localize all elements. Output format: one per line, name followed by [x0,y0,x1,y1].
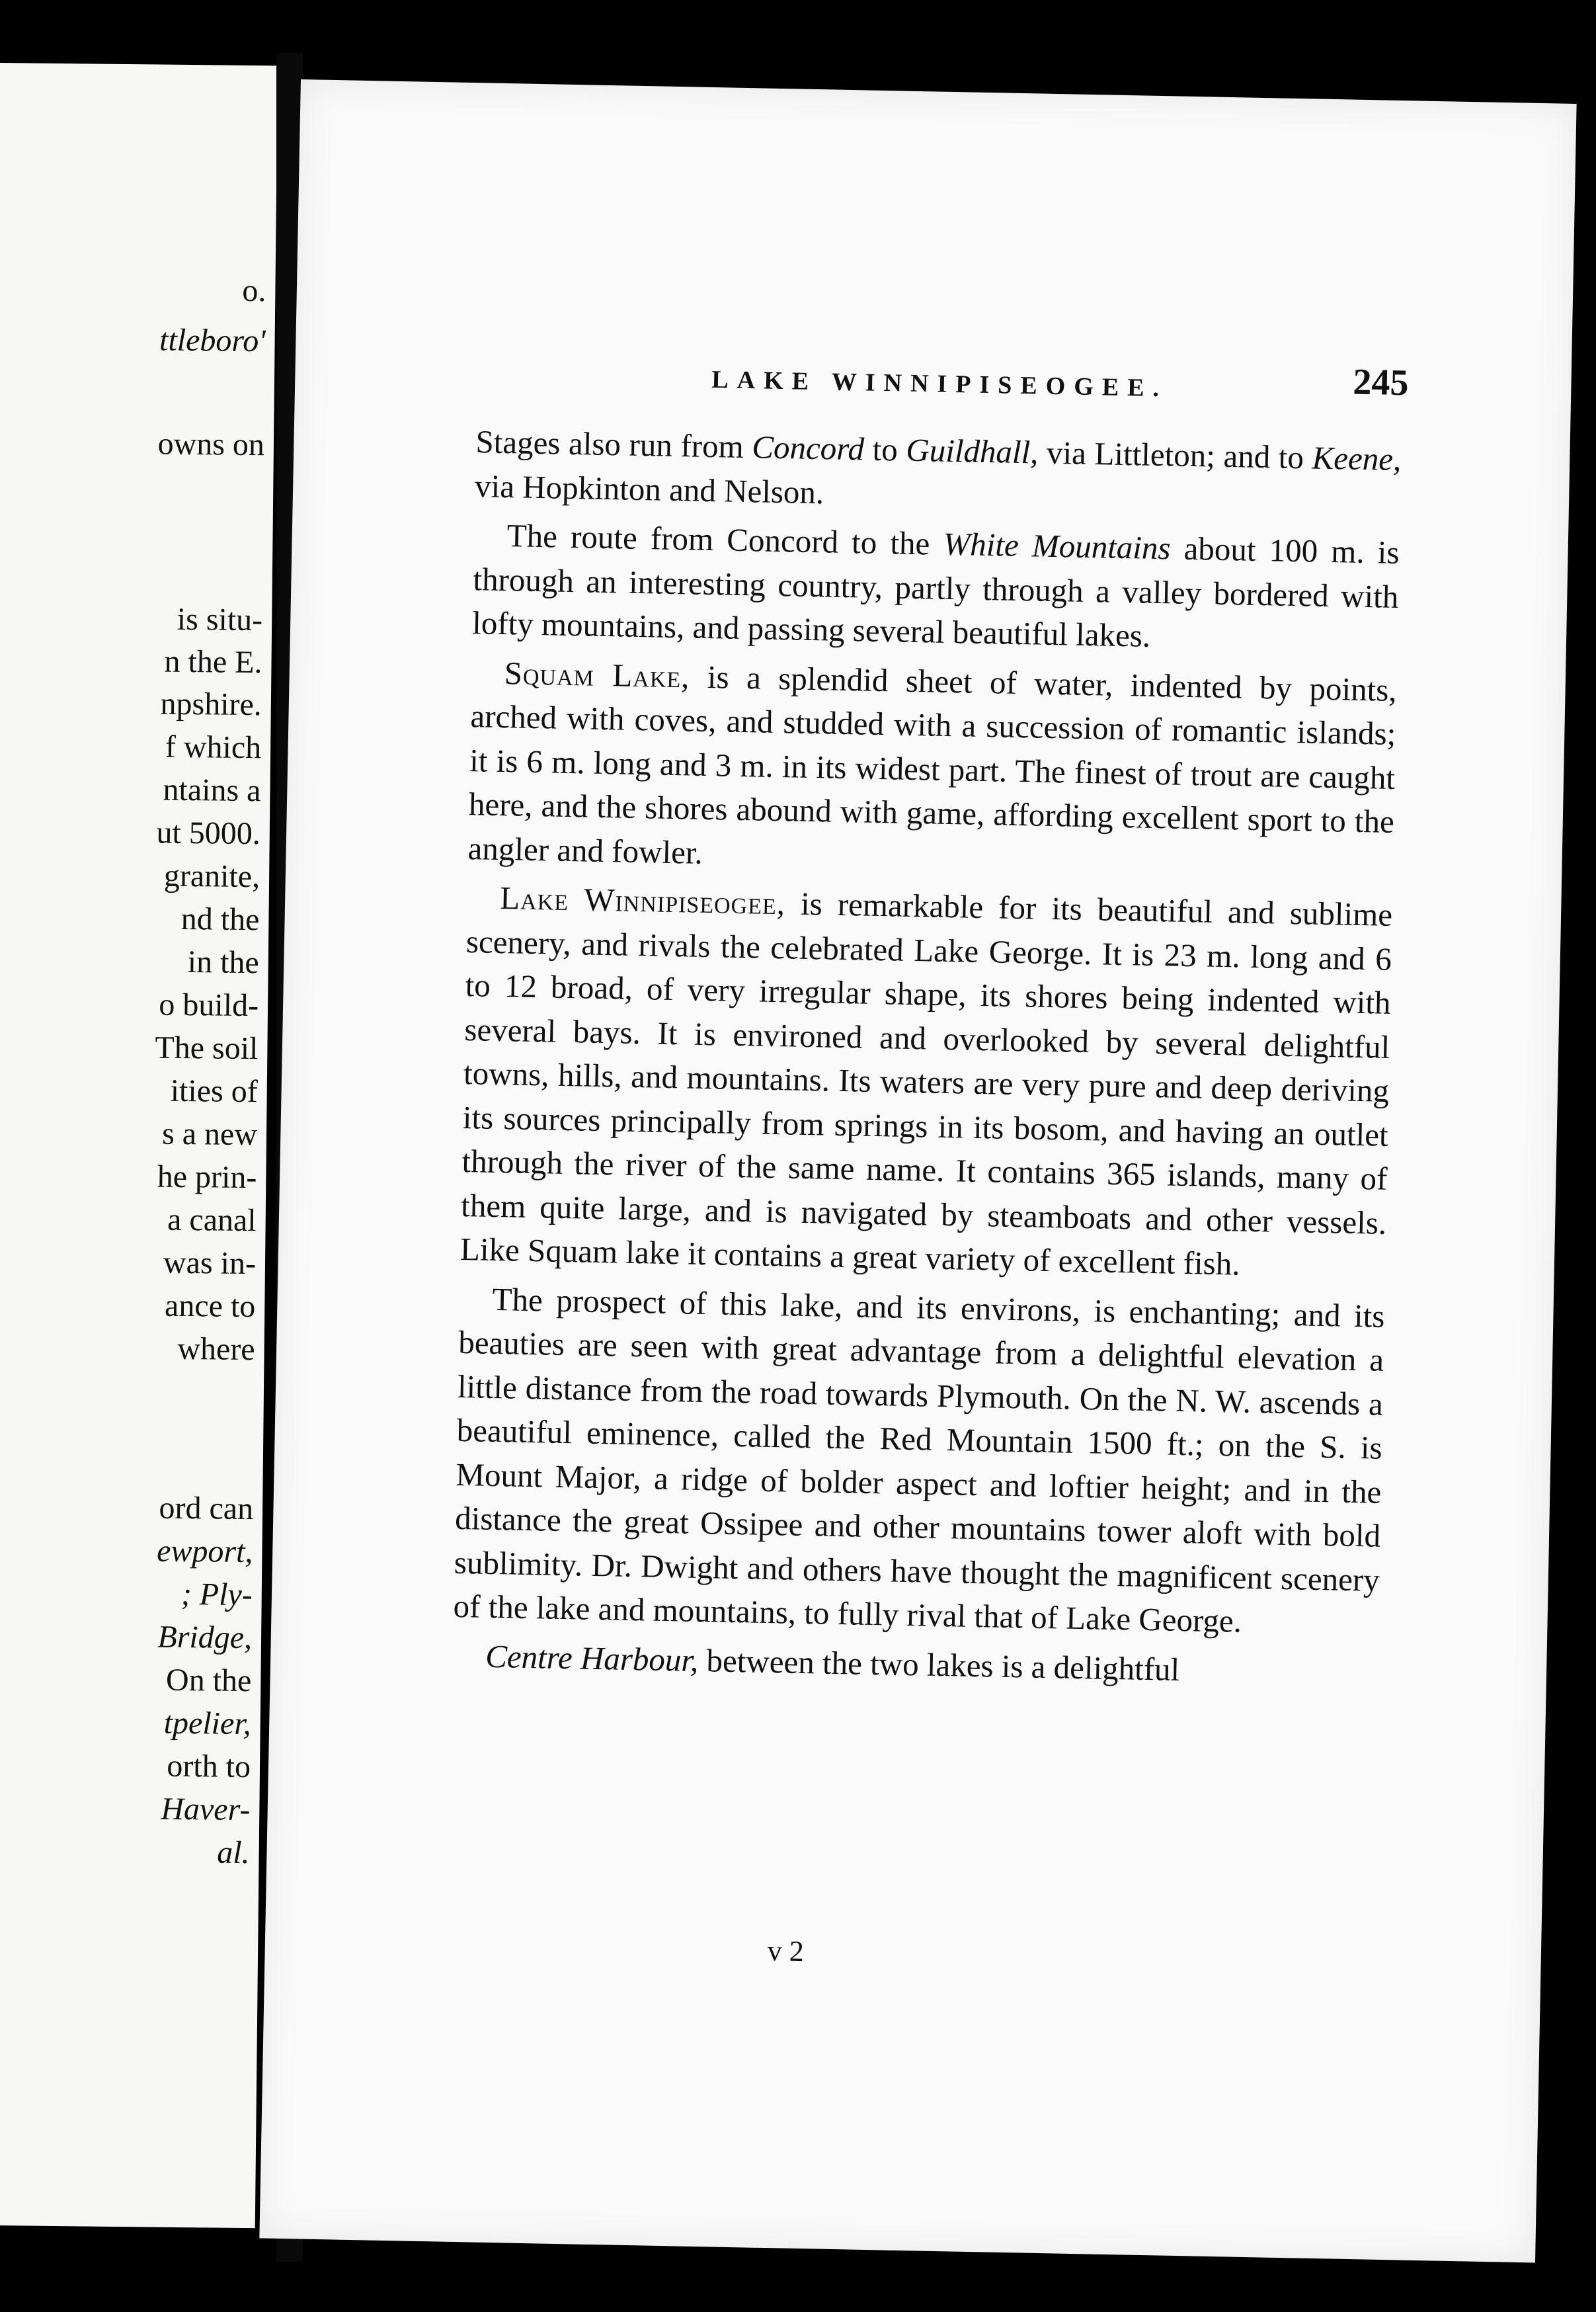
left-page-line: n the E. [164,643,262,681]
left-page-line: he prin- [157,1159,257,1196]
italic-text-run: Concord [751,429,865,468]
text-run: The prospect of this lake, and its environs, is enchanting; and its beauties are seen with great advantage from a delightful elevation a little distance from the road towards Plymouth. On the N. W. ascends a beautiful eminence, called the Red Mountain 1500 ft.; on the S. is Mount Major, a ridge of bolder aspect and loftier height; and in the distance the great Ossipee and other mountains tower aloft with bold sublimity. Dr. Dwight and others have thought the magnificent scenery of the lake and mountains, to fully rival that of Lake George. [453,1280,1385,1639]
running-head: LAKE WINNIPISEOGEE. [711,366,1168,403]
left-page-line: npshire. [160,686,262,723]
left-page-line: On the [165,1662,252,1699]
left-page-line: s a new [161,1116,258,1153]
right-page [259,79,1576,2262]
left-page-line: in the [187,944,260,981]
left-page-line: al. [217,1835,250,1871]
smallcaps-text-run: Lake Winnipiseogee, [499,880,786,922]
left-page-line: owns on [157,426,265,463]
left-page-line: ord can [159,1490,254,1527]
left-page-line: Bridge, [157,1619,253,1656]
left-page-fragment [0,63,278,2228]
left-page-line: o. [242,272,266,309]
left-page-line: a canal [167,1202,257,1239]
paragraph [467,651,1397,888]
left-page-text [0,63,278,1871]
text-run: is remarkable for its beautiful and sublime scenery, and rivals the celebrated Lake George. It is 23 m. long and 6 to 12 broad, of very irregular shape, its shores being indented with several bays. It is environed and overlooked by several delightful towns, hills, and mountains. Its waters are very pure and deep deriving its sources principally from springs in its bosom, and having an outlet through the river of the same name. It contains 365 islands, many of them quite large, and is navigated by steamboats and other vessels. Like Squam lake it contains a great variety of excellent fish. [459,885,1393,1282]
text-run: is a splendid sheet of water, indented by points, arched with coves, and studded with a succession of romantic islands; it is 6 m. long and 3 m. in its widest part. The finest of trout are caught here, and the shores abound with game, affording excellent sport to the angler and fowler. [467,657,1398,871]
paragraph [475,420,1402,526]
left-page-line: where [177,1331,255,1368]
body-text [452,420,1402,1696]
left-page-line: tpelier, [163,1705,251,1742]
italic-text-run: Centre Harbour, [485,1637,699,1678]
left-page-line: orth to [167,1748,251,1785]
text-run: between the two lakes is a delightful [698,1641,1180,1688]
paragraph [459,876,1392,1289]
page-number: 245 [1352,361,1410,404]
signature-mark: v 2 [767,1934,805,1968]
text-run: The route from Concord to the [506,517,944,562]
text-run: via Hopkinton and Nelson. [474,467,824,511]
left-page-line: was in- [163,1245,257,1282]
left-page-line: ttleboro' [159,322,266,359]
left-page-line: ance to [164,1288,256,1325]
left-page-line: ntains a [163,772,261,809]
left-page-line: ewport, [156,1533,253,1570]
italic-text-run: Guildhall, [905,431,1039,471]
left-page-line: is situ- [177,601,263,638]
left-page-line: granite, [163,858,260,895]
left-page-line: o build- [159,987,259,1024]
text-run: Stages also run from [475,423,752,466]
italic-text-run: Keene, [1312,439,1402,478]
text-run: to [863,431,906,468]
text-run: about 100 m. is through an interesting country, partly through a valley bordered with lofty mountains, and passing several beautiful lakes. [471,530,1400,654]
left-page-line: Haver- [161,1791,251,1828]
italic-text-run: White Mountains [942,525,1172,567]
paragraph [453,1276,1385,1646]
left-page-line: f which [165,729,262,766]
left-page-line: The soil [155,1030,259,1067]
left-page-line: ut 5000. [156,815,261,852]
left-page-line: nd the [180,901,260,938]
left-page-line: ities of [170,1073,259,1110]
paragraph [472,513,1400,663]
smallcaps-text-run: Squam Lake, [504,654,691,694]
left-page-line: ; Ply- [180,1576,253,1613]
text-run: via Littleton; and to [1037,434,1313,476]
